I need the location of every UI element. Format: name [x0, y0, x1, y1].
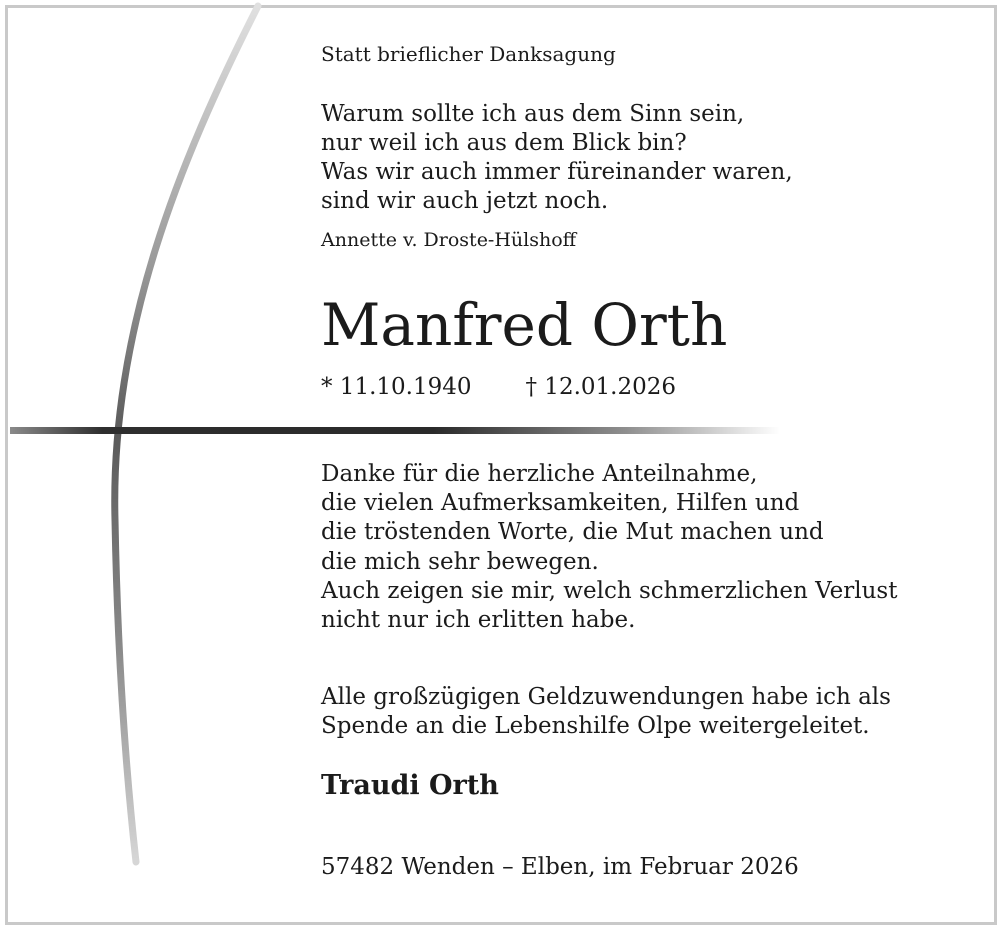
donation-line: Alle großzügigen Geldzuwendungen habe ich als [321, 684, 891, 710]
poem-line: Warum sollte ich aus dem Sinn sein, [321, 101, 745, 127]
thanks-line: die vielen Aufmerksamkeiten, Hilfen und [321, 490, 800, 517]
poem-author: Annette v. Droste-Hülshoff [321, 229, 577, 251]
poem-line: Was wir auch immer füreinander waren, [321, 159, 793, 185]
thanks-line: Danke für die herzliche Anteilnahme, [321, 461, 758, 487]
life-dates [321, 372, 676, 402]
thanks-line: Auch zeigen sie mir, welch schmerzlichen Verlust [321, 577, 898, 604]
poem-line: sind wir auch jetzt noch. [321, 188, 609, 214]
thanks-text [321, 460, 897, 635]
thanks-line: nicht nur ich erlitten habe. [321, 607, 636, 634]
thanks-line: die mich sehr bewegen. [321, 548, 599, 575]
cross-bar [10, 427, 780, 434]
deceased-name: Manfred Orth [321, 291, 728, 359]
donation-line: Spende an die Lebenshilfe Olpe weitergeleitet. [321, 713, 870, 739]
notice-heading: Statt brieflicher Danksagung [321, 42, 616, 66]
poem-line: nur weil ich aus dem Blick bin? [321, 130, 687, 156]
signature: Traudi Orth [321, 770, 499, 801]
donation-text [321, 683, 891, 741]
place-date: 57482 Wenden – Elben, im Februar 2026 [321, 854, 799, 880]
birth-date: * 11.10.1940 [321, 374, 472, 400]
thanks-line: die tröstenden Worte, die Mut machen und [321, 519, 824, 546]
poem [321, 100, 793, 216]
death-date: † 12.01.2026 [525, 374, 676, 400]
